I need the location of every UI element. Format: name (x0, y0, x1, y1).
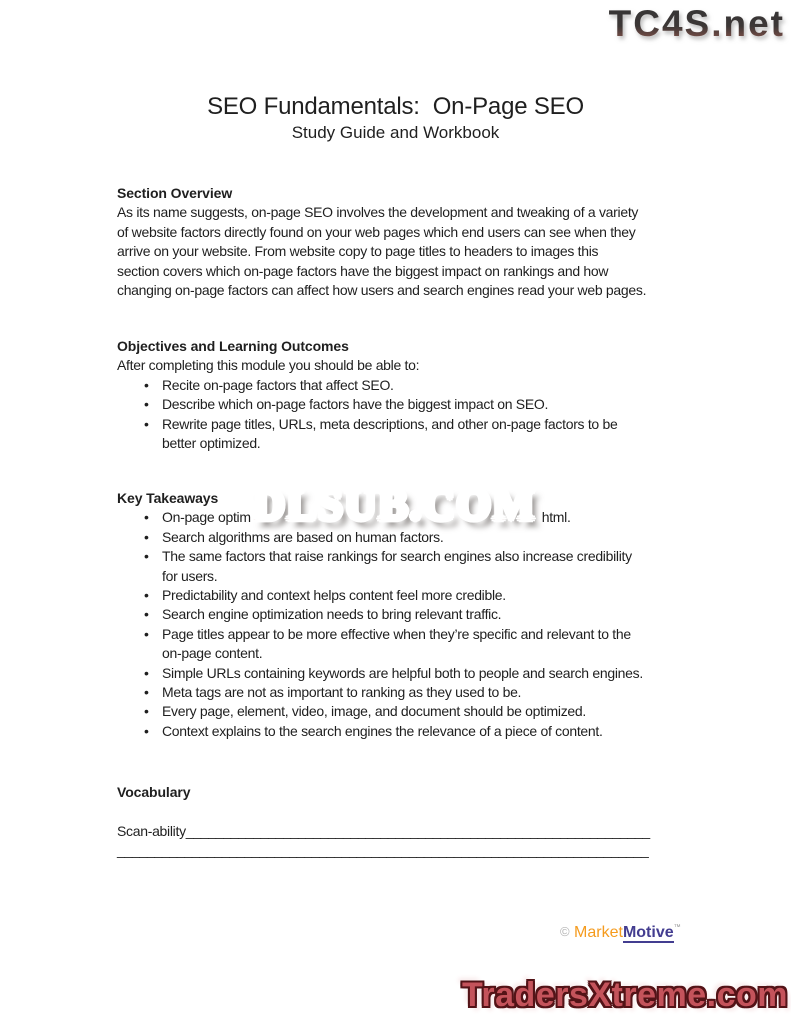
objectives-heading: Objectives and Learning Outcomes (117, 338, 349, 354)
obscured-text-after: html. (541, 509, 571, 526)
list-item (117, 625, 679, 664)
list-item-text: Context explains to the search engines the relevance of a piece of content. (162, 722, 603, 739)
list-item (117, 605, 679, 624)
list-item (117, 664, 679, 683)
vocabulary-term: Scan-ability (117, 822, 186, 839)
fill-in-blank-line: _______________________________________________________________________ (117, 842, 649, 859)
text-line: changing on-page factors can affect how users and search engines read your web pages. (117, 282, 647, 299)
bullet-icon: • (144, 376, 149, 393)
fill-in-blank-line: ______________________________________________________________ (185, 822, 650, 839)
list-item-text: Predictability and context helps content feel more credible. (162, 587, 506, 604)
obscured-text-before: On-page optim (162, 509, 251, 526)
list-item-text: Page titles appear to be more effective when they’re specific and relevant to the (162, 625, 631, 642)
list-item-text: for users. (162, 567, 218, 584)
page-title: SEO Fundamentals: On-Page SEO (207, 93, 584, 120)
objectives-intro: After completing this module you should be able to: (117, 357, 420, 374)
list-item-text: Search engine optimization needs to bring relevant traffic. (162, 606, 502, 623)
bullet-icon: • (144, 722, 149, 739)
bullet-icon: • (144, 606, 149, 623)
list-item (117, 586, 679, 605)
blank-line (117, 802, 679, 821)
section-vocabulary (117, 783, 679, 861)
list-item (117, 547, 679, 586)
list-item-text: Rewrite page titles, URLs, meta descriptions, and other on-page factors to be (162, 415, 618, 432)
list-item-text: Meta tags are not as important to ranking as they used to be. (162, 684, 522, 701)
bullet-icon: • (144, 509, 149, 526)
bullet-icon: • (144, 548, 149, 565)
list-item-text: better optimized. (162, 435, 261, 452)
list-item (117, 702, 679, 721)
list-item-text: Describe which on-page factors have the biggest impact on SEO. (162, 396, 549, 413)
trademark-icon: ™ (673, 924, 681, 931)
bullet-icon: • (144, 684, 149, 701)
list-item-text: on-page content. (162, 645, 263, 662)
page-subtitle: Study Guide and Workbook (291, 123, 500, 142)
copyright-icon: © (560, 924, 570, 939)
list-item (117, 722, 679, 741)
list-item-text: Every page, element, video, image, and document should be optimized. (162, 703, 586, 720)
bullet-icon: • (144, 587, 149, 604)
text-line: section covers which on-page factors have the biggest impact on rankings and how (117, 262, 609, 279)
vocabulary-term-line (117, 822, 679, 841)
bullet-icon: • (144, 703, 149, 720)
list-item (117, 528, 679, 547)
bullet-icon: • (144, 625, 149, 642)
section-overview (117, 184, 679, 300)
list-item (117, 683, 679, 702)
bullet-icon: • (144, 664, 149, 681)
text-line: arrive on your website. From website copy to page titles to headers to images this (117, 243, 599, 260)
vocabulary-heading: Vocabulary (117, 784, 191, 800)
section-overview-heading: Section Overview (117, 185, 233, 201)
list-item (117, 415, 679, 454)
marketmotive-market-text: Market (574, 924, 623, 941)
text-line: As its name suggests, on-page SEO involves the development and tweaking of a variety (117, 204, 639, 221)
key-takeaways-heading: Key Takeaways (117, 490, 219, 506)
bullet-icon: • (144, 415, 149, 432)
bullet-icon: • (144, 528, 149, 545)
list-item (117, 376, 679, 395)
title-block (0, 91, 791, 144)
tradersxtreme-stamp: TradersXtreme.com (462, 976, 788, 1014)
marketmotive-logo (560, 917, 681, 944)
marketmotive-motive-text: Motive (622, 924, 674, 941)
dlsub-watermark: DLSUB.COM (253, 480, 537, 529)
list-item-text: The same factors that raise rankings for search engines also increase credibility (162, 548, 632, 565)
text-line: of website factors directly found on your web pages which end users can see when they (117, 223, 636, 240)
section-objectives (117, 337, 679, 453)
list-item-text: Simple URLs containing keywords are helpful both to people and search engines. (162, 664, 643, 681)
list-item-text: Recite on-page factors that affect SEO. (162, 376, 394, 393)
list-item (117, 395, 679, 414)
list-item-text: Search algorithms are based on human factors. (162, 528, 444, 545)
bullet-icon: • (144, 396, 149, 413)
tc4s-logo: TC4S.net (608, 3, 785, 44)
